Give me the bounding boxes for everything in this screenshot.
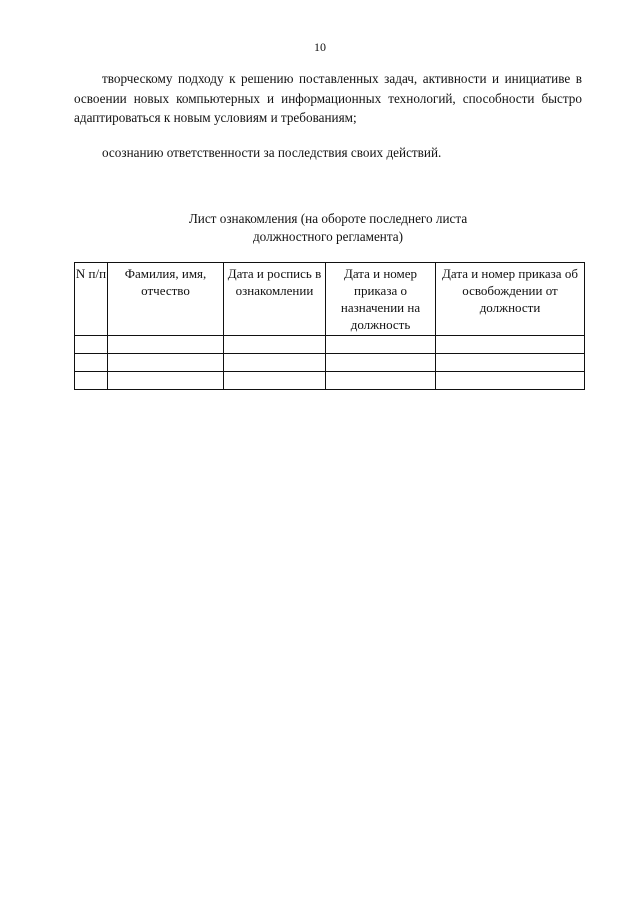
- table-row: [75, 336, 585, 354]
- acknowledgment-table: [74, 262, 585, 390]
- header-number: N п/п: [75, 263, 108, 336]
- table-cell: [75, 354, 108, 372]
- table-cell: [224, 336, 326, 354]
- table-cell: [436, 354, 585, 372]
- table-cell: [75, 372, 108, 390]
- header-acknowledgment-date: Дата и роспись в ознакомлении: [224, 263, 326, 336]
- sheet-title-line-1: Лист ознакомления (на обороте последнего листа: [188, 211, 468, 226]
- table-cell: [326, 372, 436, 390]
- table-cell: [326, 354, 436, 372]
- acknowledgment-sheet-title: [74, 210, 582, 246]
- sheet-title-line-2: должностного регламента): [252, 229, 404, 244]
- paragraph-responsibility: осознанию ответственности за последствия своих действий.: [102, 145, 442, 160]
- table-cell: [436, 372, 585, 390]
- table-cell: [75, 336, 108, 354]
- header-dismissal-order: Дата и номер приказа об освобождении от должности: [436, 263, 585, 336]
- table-cell: [108, 354, 224, 372]
- table-row: [75, 372, 585, 390]
- table-row: [75, 354, 585, 372]
- table-cell: [326, 336, 436, 354]
- table-cell: [224, 354, 326, 372]
- table-header-row: [75, 263, 585, 336]
- page-number: 10: [314, 40, 326, 54]
- table-cell: [108, 372, 224, 390]
- table-cell: [436, 336, 585, 354]
- header-full-name: Фамилия, имя, отчество: [108, 263, 224, 336]
- table-cell: [108, 336, 224, 354]
- paragraph-creativity: творческому подходу к решению поставленных задач, активности и инициативе в освоении новых компьютерных и информационных технологий, способности быстро адаптироваться к новым условиям и требованиям;: [74, 71, 582, 125]
- header-appointment-order: Дата и номер приказа о назначении на должность: [326, 263, 436, 336]
- table-cell: [224, 372, 326, 390]
